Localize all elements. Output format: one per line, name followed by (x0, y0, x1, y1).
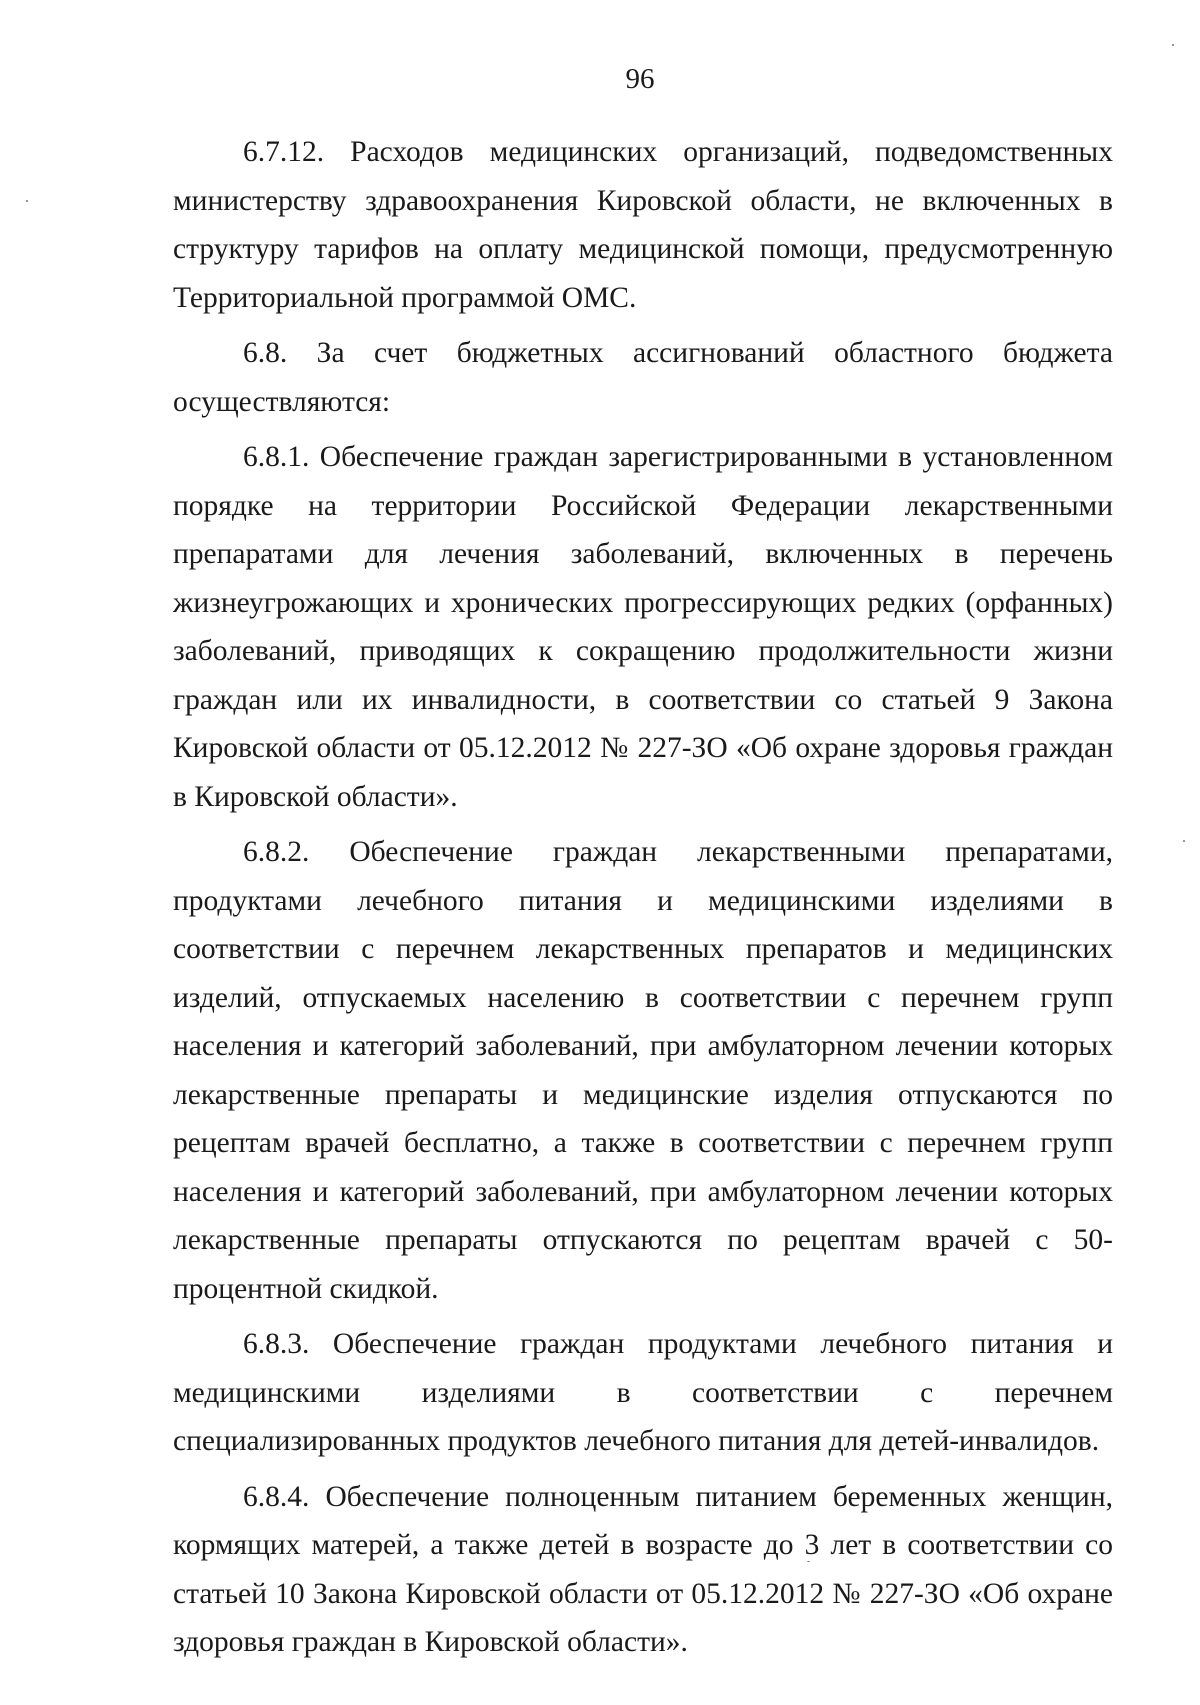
scan-speck (1172, 44, 1174, 46)
paragraph-6-7-12: 6.7.12. Расходов медицинских организаций, подведомственных министерству здравоохранения Кировской области, не включенных в структуру тарифов на оплату медицинской помощи, предусмотренную Территориальной программой ОМС. (173, 136, 1113, 314)
paragraph-6-8-3: 6.8.3. Обеспечение граждан продуктами лечебного питания и медицинскими изделиями в соответствии с перечнем специализированных продуктов лечебного питания для детей-инвалидов. (173, 1328, 1113, 1457)
paragraph-6-8-4: 6.8.4. Обеспечение полноценным питанием беременных женщин, кормящих матерей, а также детей в возрасте до 3 лет в соответствии со статьей 10 Закона Кировской области от 05.12.2012 № 227-ЗО «Об охране здоровья граждан в Кировской области». (173, 1480, 1113, 1658)
paragraph-6-8-1: 6.8.1. Обеспечение граждан зарегистрированными в установленном порядке на территории Российской Федерации лекарственными препаратами для лечения заболеваний, включенных в перечень жизнеугрожающих и хронических прогрессирующих редких (орфанных) заболеваний, приводящих к сокращению продолжительности жизни граждан или их инвалидности, в соответствии со статьей 9 Закона Кировской области от 05.12.2012 № 227-ЗО «Об охране здоровья граждан в Кировской области». (173, 441, 1113, 813)
scan-speck (807, 1561, 810, 1562)
page-number: 96 (625, 63, 655, 95)
paragraph-6-8-2: 6.8.2. Обеспечение граждан лекарственными препаратами, продуктами лечебного питания и медицинскими изделиями в соответствии с перечнем лекарственных препаратов и медицинских изделий, отпускаемых населению в соответствии с перечнем групп населения и категорий заболеваний, при амбулаторном лечении которых лекарственные препараты и медицинские изделия отпускаются по рецептам врачей бесплатно, а также в соответствии с перечнем групп населения и категорий заболеваний, при амбулаторном лечении которых лекарственные препараты отпускаются по рецептам врачей с 50-процентной скидкой. (173, 836, 1113, 1305)
scan-speck (1183, 840, 1185, 842)
paragraph-6-8: 6.8. За счет бюджетных ассигнований областного бюджета осуществляются: (173, 337, 1113, 418)
document-body (173, 128, 1113, 1674)
scan-speck (26, 200, 28, 202)
